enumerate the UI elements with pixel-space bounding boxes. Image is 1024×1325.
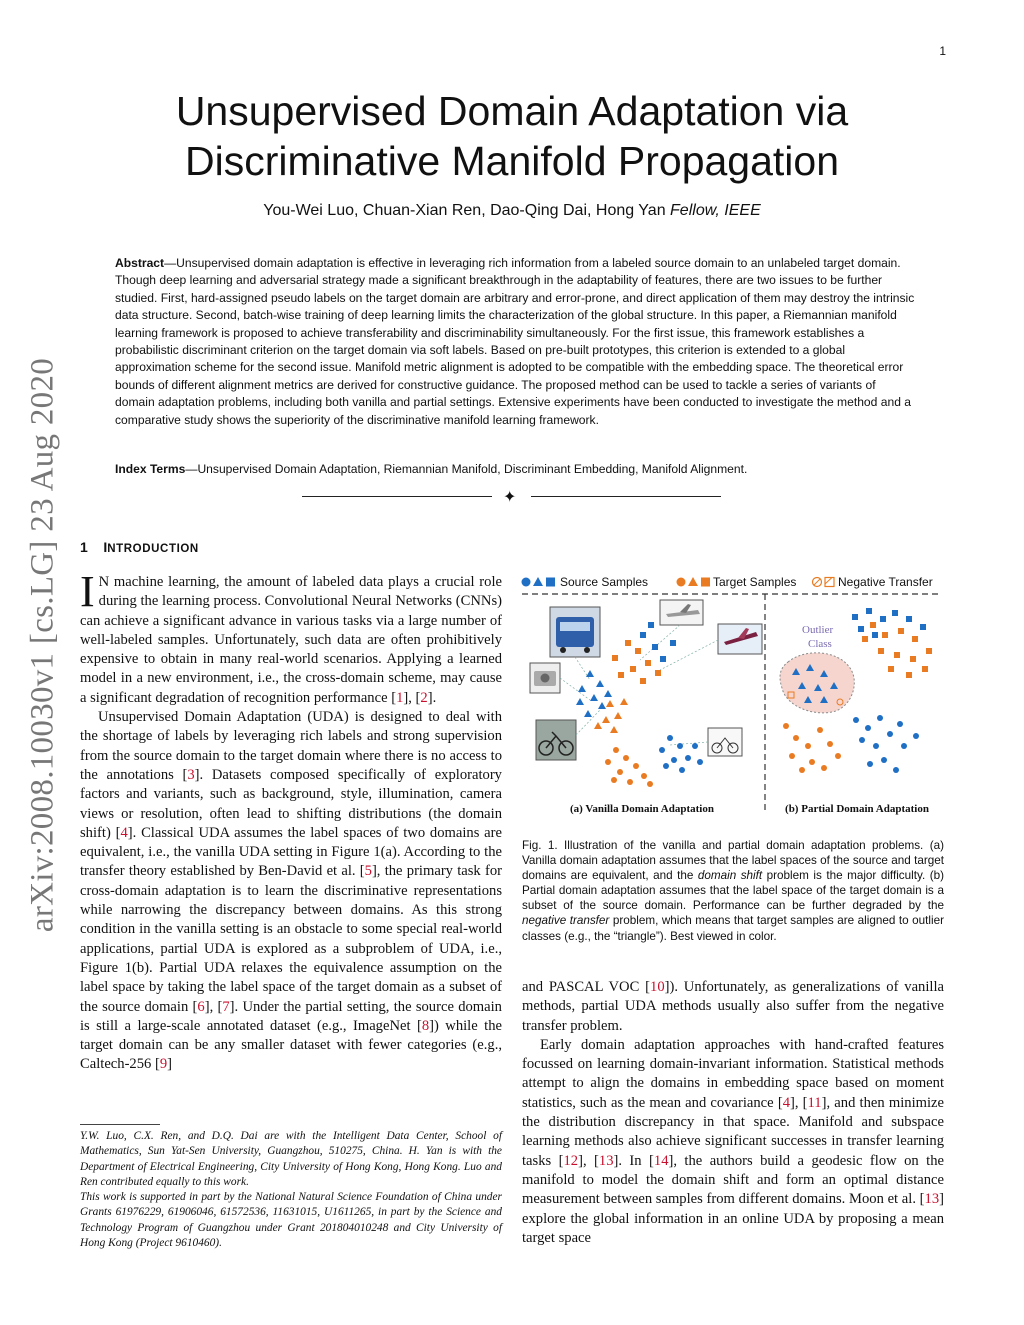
intro-p2-sep: ], [ bbox=[204, 998, 223, 1015]
citation-13b[interactable]: 13 bbox=[924, 1191, 940, 1208]
caption-part-a: Fig. 1. Illustration of the vanilla and partial domain adaptation problems. (a) Vanilla domain adaptation assumes that the label spaces of the source and target domains are equivalent, and the bbox=[522, 839, 944, 883]
right-p2-g: ] explore the global information in an online UDA by proposing a mean target space bbox=[522, 1191, 944, 1246]
citation-11[interactable]: 11 bbox=[807, 1094, 822, 1111]
section-title-rest: NTRODUCTION bbox=[107, 543, 199, 555]
right-p2-c: ], and then minimize the distribution discrepancy in that space. Manifold and subspace learning methods also achieve significant successes in transfer learning tasks [ bbox=[522, 1094, 944, 1169]
intro-p1-sep: ], [ bbox=[403, 689, 421, 706]
legend-target bbox=[677, 575, 797, 589]
legend-source-circle-icon bbox=[522, 578, 531, 587]
right-p2-e: ]. In [ bbox=[613, 1152, 654, 1169]
footnote-funding: This work is supported in part by the National Natural Science Foundation of China under Grants 61976229, 61906046, 61572536, 11631015, U1611265, in part by the Science and Technology Program of Guangzhou under Grant 201804010248 and City University of Hong Kong (Project 9610460). bbox=[80, 1191, 502, 1250]
citation-13[interactable]: 13 bbox=[598, 1152, 614, 1169]
right-p1-b: ]). Unfortunately, as generalizations of vanilla methods, partial UDA methods usually also suffer from the negative transfer problem. bbox=[522, 979, 944, 1034]
photo-camera bbox=[530, 663, 560, 693]
intro-paragraph-2 bbox=[80, 708, 502, 1075]
authors-names: You-Wei Luo, Chuan-Xian Ren, Dao-Qing Dai, Hong Yan bbox=[263, 202, 671, 219]
footnotes bbox=[80, 1129, 502, 1251]
panel-b-target-squares bbox=[862, 622, 932, 678]
section-title-first: I bbox=[103, 539, 108, 555]
outlier-class-region bbox=[780, 653, 854, 713]
footnote-affiliations: Y.W. Luo, C.X. Ren, and D.Q. Dai are with the Intelligent Data Center, School of Mathematics, Sun Yat-Sen University, Guangzhou, 510275, China. H. Yan is with the Department of Electrical Engineering, City University of Hong Kong, Hong Kong. Luo and Ren contributed equally to this work. bbox=[80, 1130, 502, 1188]
right-paragraph-1 bbox=[522, 978, 944, 1036]
legend-source-triangle-icon bbox=[533, 577, 543, 586]
citation-14[interactable]: 14 bbox=[653, 1152, 669, 1169]
legend-target-circle-icon bbox=[677, 578, 686, 587]
legend-source-square-icon bbox=[546, 578, 555, 587]
paper-title bbox=[100, 86, 924, 186]
panel-a-source-triangles bbox=[576, 670, 612, 717]
caption-part-c: problem, which means that target samples are aligned to outlier classes (e.g., the “triangle”). Best viewed in color. bbox=[522, 914, 944, 943]
abstract-text: —Unsupervised domain adaptation is effective in leveraging rich information from a labeled source domain to an unlabeled target domain. Though deep learning and adversarial strategy made a significant breakthrough in the adaptability of features, there are two issues to be further studied. First, hard-assigned pseudo labels on the target domain are arbitrary and error-prone, and direct application of them may destroy the intrinsic data structure. Second, batch-wise training of deep learning limits the characterization of the global structure. In this paper, a Riemannian manifold learning framework is proposed to achieve transferability and discriminability simultaneously. For the first issue, this framework establishes a probabilistic discriminant criterion on the target domain via soft labels. Based on pre-built prototypes, this criterion is extended to a global approximation scheme for the second issue. Manifold metric alignment is adopted to be compatible with the embedding space. The theoretical error bounds of different alignment metrics are derived for constructive guidance. The proposed method can be used to tackle a series of variants of domain adaptation problems, including both vanilla and partial settings. Extensive experiments have been conducted to investigate the method and a comparative study shows the superiority of the discriminative manifold learning framework. bbox=[115, 256, 915, 427]
left-column-body bbox=[80, 567, 502, 1075]
panel-b-source-squares bbox=[852, 608, 926, 638]
panel-b-source-circles bbox=[853, 715, 919, 773]
photo-bicycles bbox=[536, 720, 576, 760]
panel-a-target-circles bbox=[605, 747, 653, 787]
panel-a-source-circles bbox=[659, 735, 703, 773]
abstract-label: Abstract bbox=[115, 256, 165, 270]
right-p2-d: ], [ bbox=[578, 1152, 599, 1169]
legend-negative bbox=[813, 575, 933, 589]
section-number: 1 bbox=[80, 539, 88, 555]
legend-source-label: Source Samples bbox=[560, 575, 649, 589]
panel-a-target-triangles bbox=[594, 698, 628, 733]
intro-p1-text: N machine learning, the amount of labeled data plays a crucial role during the learning process. Convolutional Neural Networks (CNNs) can achieve a significant advance in various tasks via a large number of well-labeled samples. Unfortunately, such data are often prohibitively expensive to obtain in many real-world scenarios. Applying a learned model in a new environment, i.e., the cross-domain scheme, may cause a significant degradation of recognition performance [ bbox=[80, 574, 502, 706]
citation-9[interactable]: 9 bbox=[159, 1056, 168, 1073]
page-number: 1 bbox=[939, 44, 946, 58]
legend-negative-square-icon bbox=[825, 578, 834, 587]
outlier-label-line-2: Class bbox=[808, 638, 832, 650]
citation-12[interactable]: 12 bbox=[563, 1152, 579, 1169]
intro-p1-end: ]. bbox=[427, 689, 437, 706]
right-p2-a: Early domain adaptation approaches with hand-crafted features focussed on learning domain-invariant information. Statistical methods attempt to align the domains in embedding space based on moment statistics, such as the mean and covariance [ bbox=[522, 1036, 944, 1111]
citation-6[interactable]: 6 bbox=[197, 998, 205, 1015]
intro-p2-g: ] bbox=[167, 1056, 173, 1073]
authors-fellow: Fellow, IEEE bbox=[670, 202, 761, 219]
title-line-2: Discriminative Manifold Propagation bbox=[184, 138, 840, 184]
photo-bus bbox=[550, 607, 600, 657]
section-heading-introduction bbox=[80, 539, 199, 555]
citation-3[interactable]: 3 bbox=[187, 766, 195, 783]
legend-target-triangle-icon bbox=[688, 577, 698, 586]
intro-p2-e: ]. Under the partial setting, the source domain is still a large-scale annotated dataset (e.g., ImageNet [ bbox=[80, 998, 502, 1034]
intro-p2-a: Unsupervised Domain Adaptation (UDA) is designed to deal with the shortage of labels by leveraging rich labels and strong supervision from the source domain to the target domain where there is no access to the annotations [ bbox=[80, 709, 502, 783]
right-p2-b: ], [ bbox=[789, 1094, 808, 1111]
abstract bbox=[115, 255, 915, 429]
footnote-rule bbox=[80, 1124, 160, 1125]
subcaption-b: (b) Partial Domain Adaptation bbox=[785, 803, 929, 815]
figure-1-illustration bbox=[520, 570, 945, 820]
legend-target-label: Target Samples bbox=[713, 575, 797, 589]
legend-source bbox=[522, 575, 649, 589]
photo-bicycle-white bbox=[708, 728, 742, 756]
intro-p2-b: ]. Datasets composed specifically of exploratory factors and variants, such as background, style, illumination, camera views or resolution, often lead to shifting distributions (the domain shift) [ bbox=[80, 766, 502, 841]
figure-1-caption bbox=[522, 838, 944, 944]
right-column-body bbox=[522, 978, 944, 1248]
citation-1[interactable]: 1 bbox=[396, 689, 404, 706]
separator-left bbox=[302, 496, 492, 497]
dropcap-letter: I bbox=[80, 567, 95, 616]
legend-target-square-icon bbox=[701, 578, 710, 587]
citation-2[interactable]: 2 bbox=[420, 689, 428, 706]
right-p1-a: and PASCAL VOC [ bbox=[522, 979, 651, 995]
separator-right bbox=[531, 496, 721, 497]
citation-5[interactable]: 5 bbox=[364, 863, 372, 880]
citation-10[interactable]: 10 bbox=[650, 979, 665, 995]
title-line-1: Unsupervised Domain Adaptation via bbox=[175, 88, 849, 134]
caption-em-domain-shift: domain shift bbox=[697, 869, 763, 883]
intro-paragraph-1 bbox=[80, 567, 502, 708]
caption-em-negative-transfer: negative transfer bbox=[522, 914, 610, 928]
panel-b-target-circles bbox=[783, 723, 841, 773]
right-paragraph-2 bbox=[522, 1036, 944, 1248]
index-terms-label: Index Terms bbox=[115, 462, 186, 476]
right-p2-f: ], the authors build a geodesic flow on the manifold to model the domain shift and form an optimal distance measurement between samples from different domains. Moon et al. [ bbox=[522, 1152, 944, 1208]
arxiv-sideline bbox=[18, 345, 68, 945]
outlier-label-line-1: Outlier bbox=[802, 624, 834, 636]
legend-negative-label: Negative Transfer bbox=[838, 575, 933, 589]
subcaption-a: (a) Vanilla Domain Adaptation bbox=[570, 803, 714, 815]
arxiv-identifier: arXiv:2008.10030v1 [cs.LG] 23 Aug 2020 bbox=[24, 357, 61, 933]
index-terms-text: —Unsupervised Domain Adaptation, Riemannian Manifold, Discriminant Embedding, Manifold Alignment. bbox=[185, 462, 748, 476]
citation-4[interactable]: 4 bbox=[120, 824, 128, 841]
intro-p2-c: ]. Classical UDA assumes the label spaces of two domains are equivalent, i.e., the vanilla UDA setting in Figure 1(a). According to the transfer theory established by Ben-David et al. [ bbox=[80, 824, 502, 880]
intro-p2-f: ]) while the target domain can be any smaller dataset with fewer categories (e.g., Caltech-256 [ bbox=[80, 1017, 502, 1073]
caption-part-b: problem is the major difficulty. (b) Partial domain adaptation assumes that the label space of the target domain is a subset of the source domain. Performance can be further degraded by the bbox=[522, 869, 944, 913]
intro-p2-d: ], the primary task for cross-domain adaptation is to learn the discriminative representations while narrowing the discrepancy between domains. As this strong condition in the vanilla setting is an obstacle to some special real-world applications, partial UDA is explored as a subproblem of UDA, i.e., Figure 1(b). Partial UDA relaxes the equivalence assumption on the label space by taking the label space of the target domain as a subset of the source domain [ bbox=[80, 863, 502, 1015]
photo-plane-grey bbox=[660, 600, 703, 625]
citation-8[interactable]: 8 bbox=[421, 1017, 430, 1034]
separator-diamond-icon: ✦ bbox=[503, 487, 517, 506]
photo-plane-red bbox=[718, 624, 762, 654]
citation-4b[interactable]: 4 bbox=[782, 1094, 790, 1111]
citation-7[interactable]: 7 bbox=[222, 998, 230, 1015]
panel-a-source-squares bbox=[640, 622, 676, 662]
index-terms bbox=[115, 462, 915, 476]
author-list bbox=[100, 202, 924, 220]
